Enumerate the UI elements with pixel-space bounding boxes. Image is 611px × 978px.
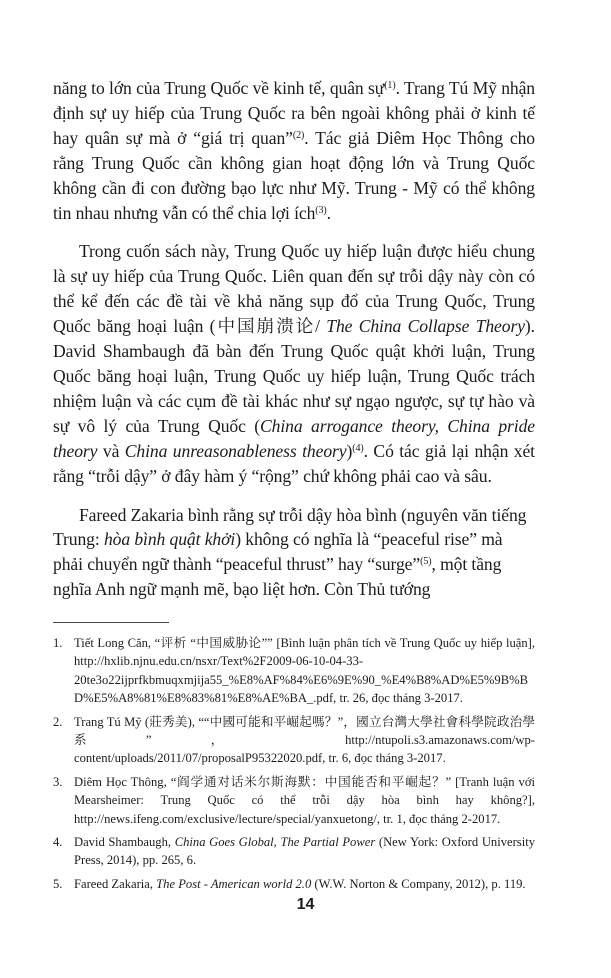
footnote-2: [53, 713, 535, 768]
footnote-text: Tiết Long Căn, “评析 “中国威胁论”” [Bình luận phân tích về Trung Quốc uy hiếp luận], http://hxlib.njnu.edu.cn/nsxr/Text%2F2009-06-10-04-33-20te3o22ijprfkbmuqxmjija55_%E8%AF%84%E6%9E%90_%E4%B8%AD%E5%9B%BD%E5%A8%81%E8%83%81%E8%AE%BA_.pdf, tr. 26, đọc tháng 3-2017.: [74, 636, 535, 706]
footnote-text: David Shambaugh,: [74, 835, 175, 850]
text: Trong cuốn sách này, Trung Quốc uy hiếp luận được hiểu chung là sự uy hiếp của Trung Quốc. Liên quan đến sự trỗi dậy này còn có thể kể đến các đề tài về khả năng sụp đổ của Trung Quốc, Trung Quốc băng hoại luận (中国崩溃论/: [53, 241, 535, 337]
footnote-text: (W.W. Norton & Company, 2012), p. 119.: [311, 876, 526, 891]
italic-term: China unreasonableness theory: [124, 440, 347, 461]
footnote-4: [53, 833, 535, 870]
footnote-3: [53, 773, 535, 828]
footnote-1: [53, 634, 535, 708]
main-text: [53, 76, 535, 616]
footnote-ref-5: (5): [420, 556, 432, 568]
italic-term: China arrogance theory, China pride theory: [53, 415, 535, 461]
footnote-number: 1.: [53, 636, 63, 650]
text: .: [326, 202, 331, 223]
text: ): [346, 440, 353, 461]
text: . Trang Tú Mỹ nhận định sự uy hiếp của Trung Quốc ra bên ngoài không phải ở kinh tế hay quân sự mà ở “giá trị quan”: [53, 78, 536, 148]
text: , một tầng nghĩa Anh ngữ mạnh mẽ, bạo liệt hơn. Còn Thủ tướng: [53, 554, 502, 600]
footnote-ref-4: (4): [352, 442, 364, 454]
paragraph-2: [53, 239, 535, 488]
footnote-5: [53, 875, 535, 893]
text: . Có tác giả lại nhận xét rằng “trỗi dậy” ở đây hàm ý “rộng” chứ không phải cao và sâu.: [53, 440, 535, 486]
text: ). David Shambaugh đã bàn đến Trung Quốc quật khởi luận, Trung Quốc băng hoại luận, Trung Quốc uy hiếp luận, Trung Quốc trách nhiệm luận và các cụm đề tài khác như sự ngạo ngược, sự tự hào và sự vô lý của Trung Quốc (: [53, 316, 535, 436]
text: Fareed Zakaria bình rằng sự trỗi dậy hòa bình (nguyên văn tiếng Trung:: [53, 504, 527, 550]
footnote-number: 3.: [53, 774, 63, 789]
footnote-title: The Post - American world 2.0: [156, 876, 312, 891]
footnote-number: 4.: [53, 835, 63, 850]
footnote-text: Fareed Zakaria,: [74, 876, 157, 891]
text: năng to lớn của Trung Quốc về kinh tế, quân sự: [53, 78, 385, 98]
footnotes: [53, 634, 535, 898]
footnote-ref-3: (3): [315, 204, 327, 216]
footnote-text: Trang Tú Mỹ (莊秀美), ““中國可能和平崛起嗎？”，國立台灣大學社會科學院政治學系”， http://ntupoli.s3.amazonaws.com/wp-content/uploads/2011/07/proposalP95322020.pdf, tr. 6, đọc tháng 3-2017.: [74, 714, 535, 766]
text: ) không có nghĩa là “peaceful rise” mà phải chuyển ngữ thành “peaceful thrust” hay “surge”: [53, 529, 503, 575]
paragraph-1: [53, 76, 535, 225]
text: và: [97, 440, 125, 461]
italic-term: The China Collapse Theory: [326, 316, 525, 337]
italic-term: hòa bình quật khởi: [103, 529, 236, 550]
footnote-divider: [53, 622, 169, 623]
footnote-text: Diêm Học Thông, “阎学通对话米尔斯海默：中国能否和平崛起？” [Tranh luận với Mearsheimer: Trung Quốc có thể trỗi dậy hòa bình hay không?], http://news.ifeng.com/exclusive/lecture/special/yanxuetong/, tr. 1, đọc tháng 2-2017.: [74, 774, 535, 826]
footnote-number: 5.: [53, 876, 63, 891]
footnote-title: China Goes Global, The Partial Power: [174, 835, 376, 850]
footnote-number: 2.: [53, 714, 63, 729]
paragraph-3: [53, 503, 535, 603]
footnote-ref-2: (2): [292, 129, 305, 141]
footnote-ref-1: (1): [384, 80, 396, 91]
text: . Tác giả Diêm Học Thông cho rằng Trung Quốc cần không gian hoạt động lớn và Trung Quốc không cần đi con đường bạo lực như Mỹ. Trung - Mỹ có thể không tin nhau nhưng vẫn có thể chia lợi ích: [53, 127, 536, 223]
page-number: 14: [296, 896, 315, 913]
footnote-text: (New York: Oxford University Press, 2014), pp. 265, 6.: [74, 835, 535, 868]
